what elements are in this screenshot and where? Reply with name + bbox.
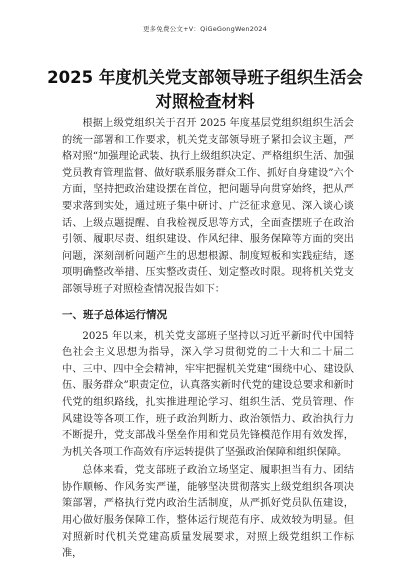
document-body bbox=[62, 116, 354, 563]
intro-paragraph: 根据上级党组织关于召开 2025 年度基层党组织组织生活会的统一部署和工作要求，机关党支部领导班子紧扣会议主题，严格对照“加强理论武装、执行上级组织决定、严格组织生活、加强党员教育管理监督、做好联系服务群众工作、抓好自身建设”六个方面，坚持把政治建设摆在首位，把问题导向贯穿始终，把从严要求落到实处，通过班子集中研讨、广泛征求意见、深入谈心谈话、上级点题提醒、自我检视反思等方式，全面查摆班子在政治引领、履职尽责、组织建设、作风纪律、服务保障等方面的突出问题，深刻剖析问题产生的思想根源、制度短板和实践症结，逐项明确整改举措、压实整改责任、划定整改时限。现将机关党支部领导班子对照检查情况报告如下： bbox=[62, 118, 354, 295]
section-paragraph-1: 2025 年以来，机关党支部班子坚持以习近平新时代中国特色社会主义思想为指导，深入学习贯彻党的二十大和二十届二中、三中、四中全会精神，牢牢把握机关党建“围绕中心、建设队伍、服务群众”职责定位，认真落实新时代党的建设总要求和新时代党的组织路线，扎实推进理论学习、组织生活、党员管理、作风建设等各项工作，班子政治判断力、政治领悟力、政治执行力不断提升，党支部战斗堡垒作用和党员先锋模范作用有效发挥，为机关各项工作高效有序运转提供了坚强政治保障和组织保障。 bbox=[62, 330, 354, 458]
header-watermark: 更多免费公文+V：QiGeGongWen2024 bbox=[142, 25, 268, 33]
section-heading: 一、班子总体运行情况 bbox=[62, 308, 167, 321]
section-paragraph-2: 总体来看，党支部班子政治立场坚定、履职担当有力、团结协作顺畅、作风务实严谨，能够坚决贯彻落实上级党组织各项决策部署，严格执行党内政治生活制度，从严抓好党员队伍建设，用心做好服务保障工作，整体运行规范有序、成效较为明显。但对照新时代机关党建高质量发展要求，对照上级党组织工作标准， bbox=[62, 465, 354, 560]
document-title: 2025 年度机关党支部领导班子组织生活会对照检查材料 bbox=[47, 68, 363, 111]
